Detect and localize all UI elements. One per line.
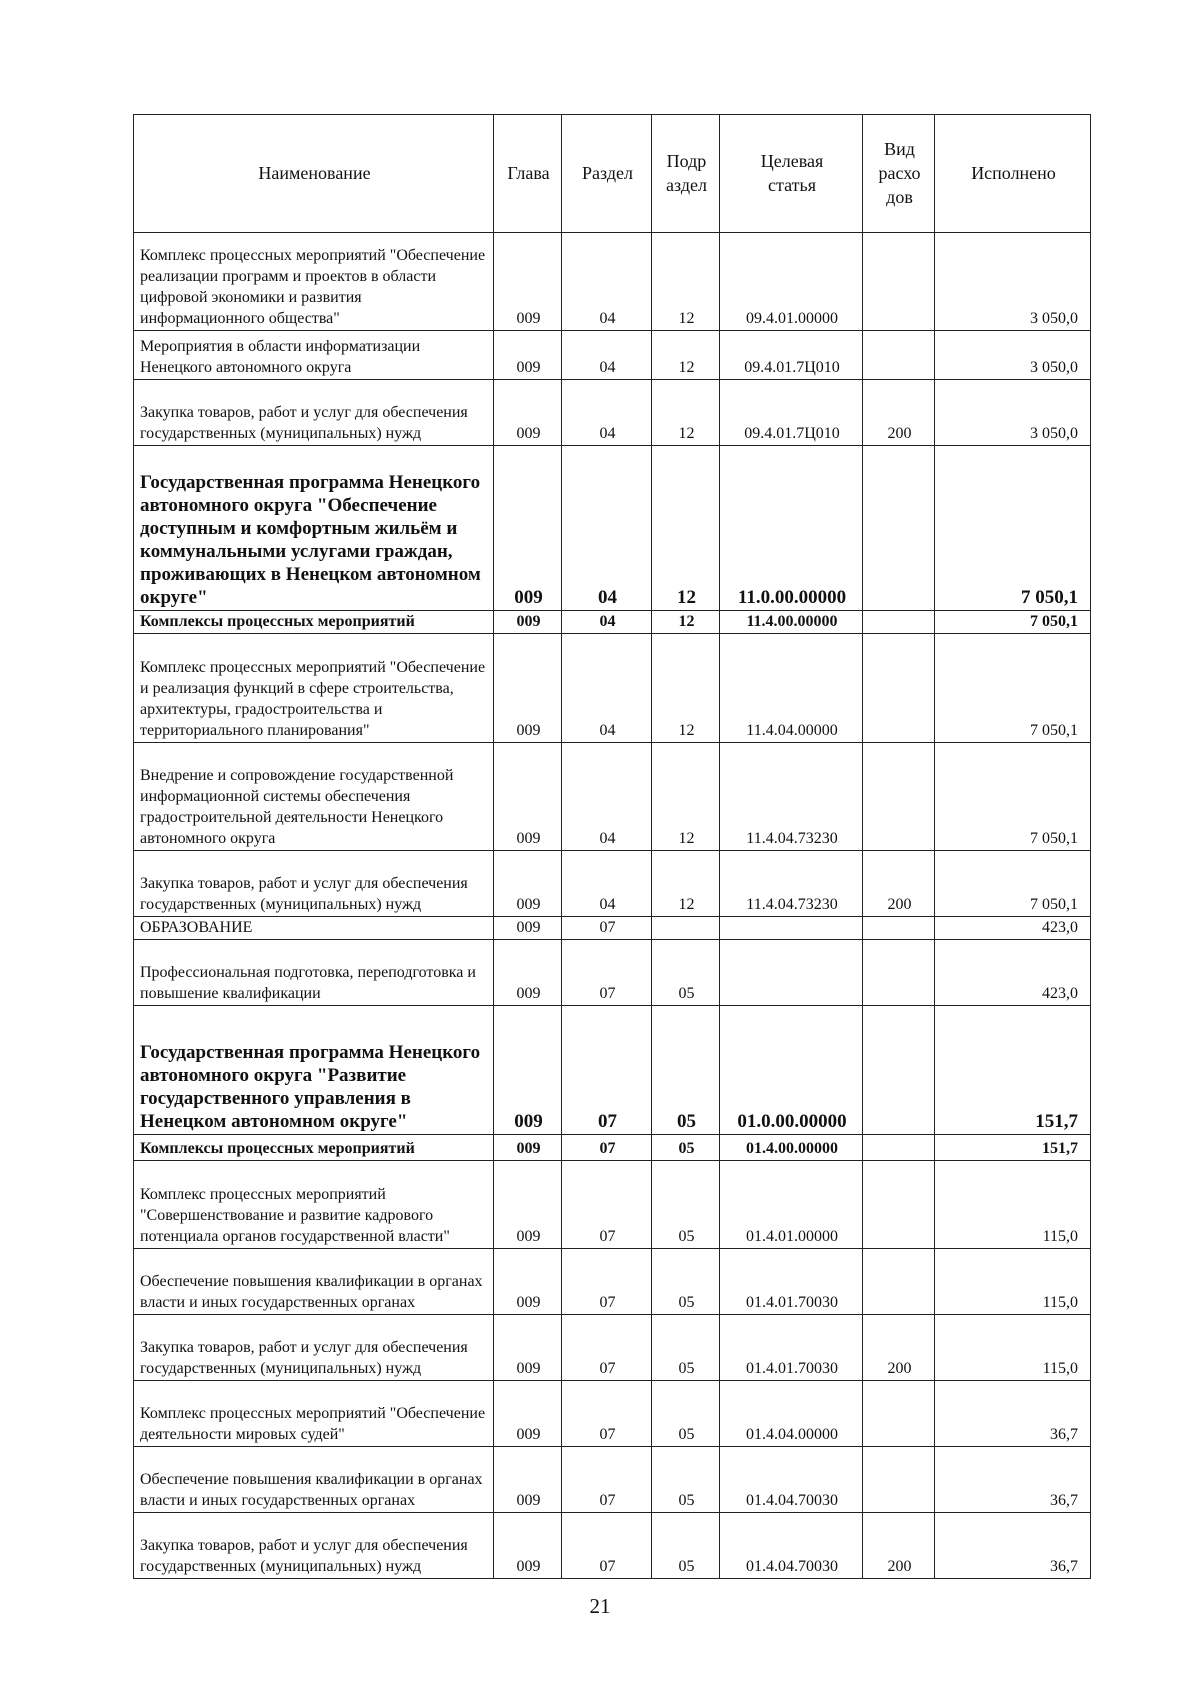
row-glava: 009	[494, 1381, 562, 1447]
row-statya: 01.4.01.00000	[720, 1161, 863, 1249]
budget-table	[133, 114, 1091, 1579]
row-statya: 01.4.01.70030	[720, 1315, 863, 1381]
row-glava: 009	[494, 1006, 562, 1135]
row-ispolneno: 3 050,0	[935, 380, 1091, 446]
row-vid	[863, 1249, 935, 1315]
row-podrazdel: 05	[652, 1447, 720, 1513]
table-row	[134, 1249, 1091, 1315]
row-vid	[863, 634, 935, 743]
row-razdel: 07	[562, 1315, 652, 1381]
row-vid: 200	[863, 1513, 935, 1579]
row-name: Обеспечение повышения квалификации в органах власти и иных государственных органах	[134, 1249, 494, 1315]
row-statya: 01.4.01.70030	[720, 1249, 863, 1315]
row-glava: 009	[494, 380, 562, 446]
row-razdel: 07	[562, 1006, 652, 1135]
row-ispolneno: 423,0	[935, 917, 1091, 940]
table-row	[134, 743, 1091, 851]
row-ispolneno: 7 050,1	[935, 851, 1091, 917]
row-podrazdel: 12	[652, 446, 720, 611]
row-name: Закупка товаров, работ и услуг для обеспечения государственных (муниципальных) нужд	[134, 851, 494, 917]
table-row	[134, 917, 1091, 940]
row-ispolneno: 3 050,0	[935, 331, 1091, 380]
row-podrazdel: 05	[652, 1381, 720, 1447]
row-name: Комплекс процессных мероприятий "Обеспечение и реализация функций в сфере строительства, архитектуры, градостроительства и территориального планирования"	[134, 634, 494, 743]
row-ispolneno: 423,0	[935, 940, 1091, 1006]
column-header-razdel: Раздел	[562, 115, 652, 233]
table-row	[134, 331, 1091, 380]
row-vid	[863, 1161, 935, 1249]
row-ispolneno: 7 050,1	[935, 446, 1091, 611]
row-statya: 11.0.00.00000	[720, 446, 863, 611]
row-statya: 01.4.04.70030	[720, 1447, 863, 1513]
row-razdel: 04	[562, 611, 652, 634]
row-razdel: 07	[562, 940, 652, 1006]
row-statya: 09.4.01.7Ц010	[720, 331, 863, 380]
row-glava: 009	[494, 331, 562, 380]
table-row	[134, 1006, 1091, 1135]
row-podrazdel	[652, 917, 720, 940]
row-name: Государственная программа Ненецкого автономного округа "Развитие государственного управления в Ненецком автономном округе"	[134, 1006, 494, 1135]
row-statya: 11.4.04.73230	[720, 851, 863, 917]
row-razdel: 04	[562, 331, 652, 380]
row-podrazdel: 12	[652, 380, 720, 446]
row-vid	[863, 1447, 935, 1513]
column-header-glava: Глава	[494, 115, 562, 233]
row-statya: 09.4.01.7Ц010	[720, 380, 863, 446]
row-name: Комплекс процессных мероприятий "Обеспечение деятельности мировых судей"	[134, 1381, 494, 1447]
row-glava: 009	[494, 1249, 562, 1315]
row-ispolneno: 151,7	[935, 1006, 1091, 1135]
column-header-statya: Целевая статья	[720, 115, 863, 233]
row-razdel: 07	[562, 917, 652, 940]
row-vid	[863, 1135, 935, 1161]
row-razdel: 04	[562, 233, 652, 331]
row-name: Мероприятия в области информатизации Ненецкого автономного округа	[134, 331, 494, 380]
row-name: Закупка товаров, работ и услуг для обеспечения государственных (муниципальных) нужд	[134, 1315, 494, 1381]
row-name: Комплексы процессных мероприятий	[134, 611, 494, 634]
row-podrazdel: 12	[652, 634, 720, 743]
row-vid	[863, 917, 935, 940]
row-name: Комплексы процессных мероприятий	[134, 1135, 494, 1161]
row-podrazdel: 05	[652, 1513, 720, 1579]
row-razdel: 04	[562, 851, 652, 917]
row-glava: 009	[494, 1315, 562, 1381]
row-vid: 200	[863, 851, 935, 917]
row-razdel: 04	[562, 743, 652, 851]
row-statya	[720, 917, 863, 940]
table-row	[134, 380, 1091, 446]
table-row	[134, 1513, 1091, 1579]
page-number: 21	[589, 1594, 611, 1618]
row-statya: 09.4.01.00000	[720, 233, 863, 331]
row-glava: 009	[494, 743, 562, 851]
table-row	[134, 1447, 1091, 1513]
row-statya: 01.0.00.00000	[720, 1006, 863, 1135]
row-glava: 009	[494, 851, 562, 917]
table-row	[134, 851, 1091, 917]
table-row	[134, 1381, 1091, 1447]
row-glava: 009	[494, 940, 562, 1006]
row-razdel: 04	[562, 380, 652, 446]
row-podrazdel: 05	[652, 1006, 720, 1135]
row-ispolneno: 7 050,1	[935, 611, 1091, 634]
row-razdel: 07	[562, 1447, 652, 1513]
column-header-name: Наименование	[134, 115, 494, 233]
row-glava: 009	[494, 1135, 562, 1161]
row-vid	[863, 1381, 935, 1447]
table-header-row	[134, 115, 1091, 233]
table-row	[134, 1135, 1091, 1161]
row-podrazdel: 05	[652, 940, 720, 1006]
row-glava: 009	[494, 611, 562, 634]
row-glava: 009	[494, 233, 562, 331]
row-razdel: 07	[562, 1381, 652, 1447]
row-podrazdel: 12	[652, 331, 720, 380]
row-ispolneno: 3 050,0	[935, 233, 1091, 331]
row-ispolneno: 7 050,1	[935, 743, 1091, 851]
row-name: Закупка товаров, работ и услуг для обеспечения государственных (муниципальных) нужд	[134, 380, 494, 446]
row-glava: 009	[494, 1513, 562, 1579]
row-podrazdel: 05	[652, 1315, 720, 1381]
row-name: ОБРАЗОВАНИЕ	[134, 917, 494, 940]
row-vid	[863, 331, 935, 380]
row-razdel: 07	[562, 1249, 652, 1315]
row-statya: 01.4.04.00000	[720, 1381, 863, 1447]
row-vid	[863, 1006, 935, 1135]
row-razdel: 07	[562, 1135, 652, 1161]
row-glava: 009	[494, 1447, 562, 1513]
row-vid: 200	[863, 1315, 935, 1381]
column-header-ispolneno: Исполнено	[935, 115, 1091, 233]
row-statya: 11.4.04.73230	[720, 743, 863, 851]
row-ispolneno: 115,0	[935, 1161, 1091, 1249]
table-row	[134, 1315, 1091, 1381]
row-statya: 11.4.00.00000	[720, 611, 863, 634]
row-podrazdel: 12	[652, 743, 720, 851]
row-name: Обеспечение повышения квалификации в органах власти и иных государственных органах	[134, 1447, 494, 1513]
table-row	[134, 634, 1091, 743]
row-ispolneno: 36,7	[935, 1513, 1091, 1579]
row-statya: 01.4.04.70030	[720, 1513, 863, 1579]
row-podrazdel: 12	[652, 611, 720, 634]
table-row	[134, 940, 1091, 1006]
row-vid	[863, 233, 935, 331]
row-glava: 009	[494, 634, 562, 743]
row-vid: 200	[863, 380, 935, 446]
row-glava: 009	[494, 446, 562, 611]
row-glava: 009	[494, 1161, 562, 1249]
row-ispolneno: 115,0	[935, 1315, 1091, 1381]
row-statya: 01.4.00.00000	[720, 1135, 863, 1161]
row-vid	[863, 611, 935, 634]
table-row	[134, 611, 1091, 634]
row-vid	[863, 446, 935, 611]
column-header-vid: Вид расхо дов	[863, 115, 935, 233]
row-podrazdel: 12	[652, 851, 720, 917]
row-vid	[863, 940, 935, 1006]
row-name: Комплекс процессных мероприятий "Обеспечение реализации программ и проектов в области цифровой экономики и развития информационного общества"	[134, 233, 494, 331]
row-podrazdel: 05	[652, 1161, 720, 1249]
row-razdel: 07	[562, 1161, 652, 1249]
row-ispolneno: 151,7	[935, 1135, 1091, 1161]
row-razdel: 07	[562, 1513, 652, 1579]
row-name: Внедрение и сопровождение государственной информационной системы обеспечения градостроительной деятельности Ненецкого автономного округа	[134, 743, 494, 851]
row-razdel: 04	[562, 634, 652, 743]
table-row	[134, 446, 1091, 611]
table-row	[134, 1161, 1091, 1249]
row-ispolneno: 36,7	[935, 1381, 1091, 1447]
table-row	[134, 233, 1091, 331]
row-name: Комплекс процессных мероприятий "Совершенствование и развитие кадрового потенциала органов государственной власти"	[134, 1161, 494, 1249]
row-vid	[863, 743, 935, 851]
row-razdel: 04	[562, 446, 652, 611]
row-podrazdel: 05	[652, 1249, 720, 1315]
row-name: Закупка товаров, работ и услуг для обеспечения государственных (муниципальных) нужд	[134, 1513, 494, 1579]
row-statya	[720, 940, 863, 1006]
column-header-podrazdel: Подр аздел	[652, 115, 720, 233]
row-podrazdel: 05	[652, 1135, 720, 1161]
row-podrazdel: 12	[652, 233, 720, 331]
row-statya: 11.4.04.00000	[720, 634, 863, 743]
row-name: Государственная программа Ненецкого автономного округа "Обеспечение доступным и комфортным жильём и коммунальными услугами граждан, проживающих в Ненецком автономном округе"	[134, 446, 494, 611]
row-glava: 009	[494, 917, 562, 940]
row-ispolneno: 115,0	[935, 1249, 1091, 1315]
row-ispolneno: 36,7	[935, 1447, 1091, 1513]
row-ispolneno: 7 050,1	[935, 634, 1091, 743]
row-name: Профессиональная подготовка, переподготовка и повышение квалификации	[134, 940, 494, 1006]
